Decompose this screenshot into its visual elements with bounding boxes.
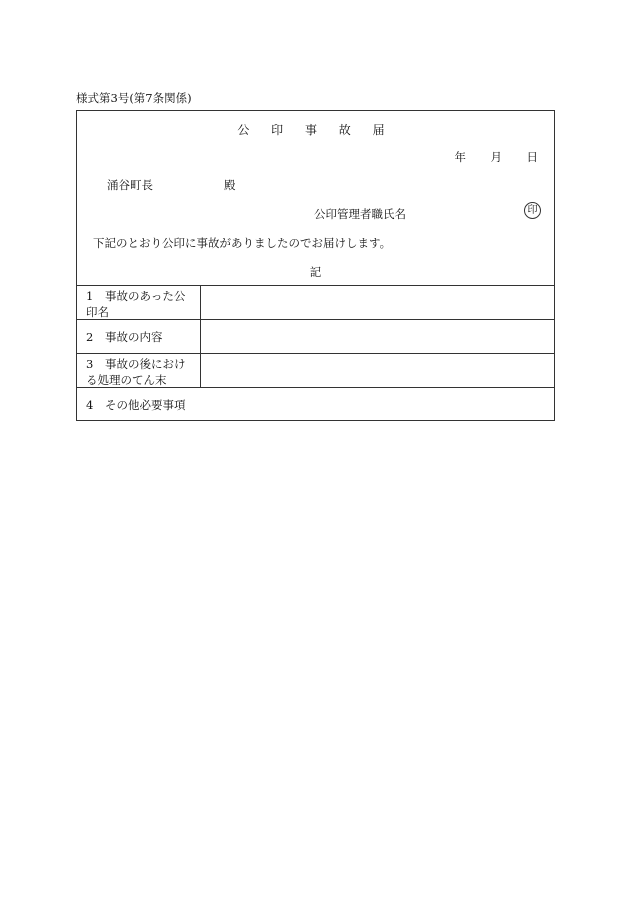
table-row[interactable]: [77, 387, 554, 421]
form-header: [77, 111, 554, 285]
honorific: 殿: [224, 178, 236, 192]
date-line: [430, 149, 538, 165]
date-year: 年: [454, 150, 466, 164]
table-row: [77, 319, 554, 353]
item-label-line2: る処理のてん末: [86, 373, 167, 387]
item-label: [77, 320, 201, 353]
item-number: 2: [86, 330, 94, 344]
item-label-line2: 印名: [86, 305, 109, 319]
applicant-label: 公印管理者職氏名: [314, 207, 406, 221]
form-number: 様式第3号(第7条関係): [76, 91, 192, 105]
statement: 下記のとおり公印に事故がありましたのでお届けします。: [93, 236, 392, 250]
document-title: 公 印 事 故 届: [237, 123, 394, 137]
item-value-field[interactable]: [201, 354, 554, 387]
item-number: 1: [86, 289, 94, 303]
table-row: [77, 285, 554, 319]
item-value-field[interactable]: [201, 320, 554, 353]
item-label: [77, 286, 201, 319]
addressee: 涌谷町長: [107, 178, 153, 192]
item-label-line1: その他必要事項: [105, 398, 186, 412]
table-row: [77, 353, 554, 387]
ki-marker: 記: [309, 265, 322, 279]
item-label-line1: 事故の内容: [105, 330, 163, 344]
seal-mark: 印: [524, 202, 541, 219]
item-label: [77, 388, 554, 421]
date-day: 日: [526, 150, 538, 164]
item-label: [77, 354, 201, 387]
item-label-line1: 事故のあった公: [105, 289, 186, 303]
item-number: 3: [86, 357, 94, 371]
item-number: 4: [86, 398, 94, 412]
items-table: [77, 285, 554, 421]
item-value-field[interactable]: [201, 286, 554, 319]
accident-report-form: [76, 110, 555, 421]
item-label-line1: 事故の後におけ: [105, 357, 186, 371]
date-month: 月: [490, 150, 502, 164]
